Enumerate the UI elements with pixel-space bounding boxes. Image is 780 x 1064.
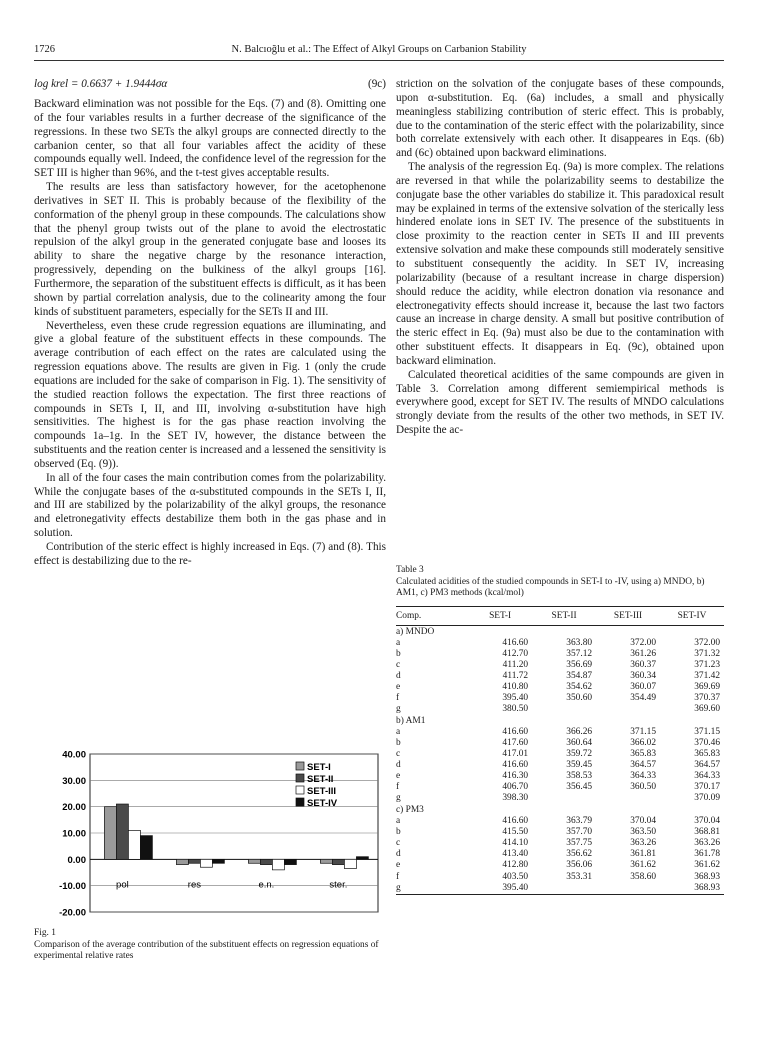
- value-cell: 363.50: [630, 827, 657, 838]
- table-3: [396, 565, 724, 895]
- paragraph: striction on the solvation of the conjugate bases of these compounds, upon α-substitution. Eq. (6a) includes, a small and physically meaningless stabilizing contribution of steric effect. This is probably, due to the contamination of the steric effect with the polarizability, since both correlate extensively with each other. It disappeares in Eqs. (6b) and (6c) obtained upon backward eliminations.: [396, 78, 724, 160]
- value-cell: 370.04: [694, 816, 720, 827]
- value-cell: 360.64: [566, 737, 593, 748]
- value-cell: 364.57: [630, 760, 657, 771]
- bar-set-ii-pol: [116, 804, 128, 859]
- y-tick-label: 0.00: [67, 854, 86, 866]
- column-header: Comp.: [396, 610, 422, 621]
- table-row: [396, 727, 724, 738]
- value-cell: 369.69: [694, 681, 720, 692]
- value-cell: 417.01: [502, 749, 529, 760]
- paragraph: The analysis of the regression Eq. (9a) is more complex. The relations are reversed in that while the polarizability seems to destabilize the conjugate base the other variables do stabilize it. This paradoxical result may be explained in terms of the extensive solvation of the sterically less hindered enolate ions in SET IV. The presence of the substituents in close proximity to the reaction center in SETs II and III prevents extensive solvation and make these compounds still moderately sensitive to substituent consequently the acidity. In SET IV, increasing polarizability (because of a resultant increase in charge dispersion) should reduce the acidity, while electron donation via resonance and electronegativity effects should increase it, because the last two factors cause an increase in charge density. A small but positive contribution of the steric effect in Eq. (9a) must also be due to the contamination with other substituent effects. It disappears in Eq. (9c), obtained upon backward elimination.: [396, 161, 724, 367]
- table-row: [396, 860, 724, 871]
- value-cell: [532, 704, 596, 715]
- paragraph: Nevertheless, even these crude regression equations are illuminating, and give a global feature of the substituent effects in these compounds. The average contribution of each effect on the rates are calculated using the regression equations above. The results are given in Fig. 1 (only the crude equations are included for the sake of comparison in Fig. 1). The sensitivity of the studied reaction follows the expectation. The first three reactions of compounds in SETs I, II, and III, involving α-substitution have high sensitivities. The highest is for the gas phase reaction involving the compounds 1a–1g. In the SET IV, however, the distance between the substituents and the reation center is increased and a lessened the sensitivity is observed (Eq. (9)).: [34, 319, 386, 470]
- value-cell: 365.83: [630, 749, 657, 760]
- value-cell: 413.40: [502, 849, 529, 860]
- legend-label: SET-II: [307, 774, 334, 785]
- compound-cell: a: [396, 816, 401, 827]
- value-cell: 368.93: [694, 871, 720, 882]
- compound-cell: e: [396, 771, 401, 782]
- compound-cell: g: [396, 793, 401, 804]
- value-cell: 357.70: [566, 827, 593, 838]
- value-cell: 358.53: [566, 771, 593, 782]
- compound-cell: g: [396, 703, 401, 714]
- legend-swatch: [296, 798, 304, 806]
- value-cell: 370.04: [630, 816, 657, 827]
- y-tick-label: 30.00: [62, 775, 86, 787]
- figure-caption: [34, 928, 386, 963]
- table-label: Table 3: [396, 565, 424, 575]
- value-cell: 359.45: [566, 760, 593, 771]
- y-tick-label: -20.00: [59, 907, 86, 919]
- bar-set-ii-ster: [332, 859, 344, 864]
- y-tick-label: 10.00: [62, 828, 86, 840]
- value-cell: [596, 793, 660, 804]
- table-section-row: [396, 804, 724, 816]
- value-cell: 416.30: [502, 771, 529, 782]
- bar-set-iii-res: [200, 859, 212, 867]
- section-label: b) AM1: [396, 715, 426, 726]
- table-row: [396, 760, 724, 771]
- compound-cell: a: [396, 637, 401, 648]
- y-tick-label: 20.00: [62, 802, 86, 814]
- bar-set-i-res: [176, 859, 188, 864]
- bar-set-iv-en: [284, 859, 296, 864]
- y-tick-label: 40.00: [62, 749, 86, 761]
- value-cell: 370.17: [694, 782, 720, 793]
- value-cell: 416.60: [502, 816, 529, 827]
- value-cell: 416.60: [502, 760, 529, 771]
- compound-cell: b: [396, 827, 401, 838]
- value-cell: 356.06: [566, 860, 593, 871]
- compound-cell: f: [396, 782, 400, 793]
- bar-set-iii-ster: [344, 859, 356, 868]
- compound-cell: d: [396, 760, 401, 771]
- value-cell: 361.78: [694, 849, 720, 860]
- value-cell: 361.62: [630, 860, 657, 871]
- value-cell: 370.09: [694, 793, 720, 804]
- value-cell: 354.49: [630, 692, 657, 703]
- value-cell: 417.60: [502, 737, 529, 748]
- table-row: [396, 682, 724, 693]
- table-section-row: [396, 715, 724, 727]
- value-cell: 357.12: [566, 648, 593, 659]
- bar-set-ii-res: [188, 859, 200, 863]
- bar-set-iv-res: [212, 859, 224, 863]
- value-cell: 371.42: [694, 670, 720, 681]
- value-cell: 363.80: [566, 637, 593, 648]
- value-cell: 371.15: [694, 726, 720, 737]
- paragraph: The results are less than satisfactory however, for the acetophenone derivatives in SET II. This is probably because of the flexibility of the conformation of the phenyl group in these compounds. The calculations show that the phenyl group twists out of the plane to avoid the electrostatic repulsion of the alkyl group in the generated conjugate base and looses its ability to share the negative charge by the resonance interaction, progressively, depending on the bulkiness of the alkyl groups [16]. Furthermore, the separation of the substituent effects is difficult, as it has been shown by partial correlation analysis, due to the colinearity among the four kinds of substituent parameters, especially for the SETs II and III.: [34, 181, 386, 318]
- value-cell: 361.26: [630, 648, 657, 659]
- bar-set-i-ster: [320, 859, 332, 863]
- table-row: [396, 793, 724, 804]
- compound-cell: a: [396, 726, 401, 737]
- figure-1: [34, 742, 386, 963]
- section-label: c) PM3: [396, 805, 424, 816]
- legend-label: SET-IV: [307, 798, 338, 809]
- table-row: [396, 693, 724, 704]
- value-cell: 412.80: [502, 860, 529, 871]
- table-row: [396, 749, 724, 760]
- value-cell: 354.62: [566, 681, 593, 692]
- table-caption-text: Calculated acidities of the studied compounds in SET-I to -IV, using a) MNDO, b) AM1, c) PM3 methods (kcal/mol): [396, 576, 705, 598]
- table-row: [396, 660, 724, 671]
- value-cell: 395.40: [502, 882, 529, 893]
- value-cell: 364.33: [694, 771, 720, 782]
- compound-cell: g: [396, 882, 401, 893]
- value-cell: 350.60: [566, 692, 593, 703]
- compound-cell: e: [396, 860, 401, 871]
- value-cell: 371.23: [694, 659, 720, 670]
- bar-set-iv-pol: [140, 836, 152, 860]
- column-header: SET-II: [551, 610, 577, 621]
- table-row: [396, 872, 724, 883]
- value-cell: 366.02: [630, 737, 657, 748]
- compound-cell: c: [396, 838, 401, 849]
- value-cell: 416.60: [502, 726, 529, 737]
- value-cell: 370.46: [694, 737, 720, 748]
- compound-cell: b: [396, 737, 401, 748]
- left-column: [34, 78, 386, 569]
- table-header-row: [396, 606, 724, 625]
- table-section-row: [396, 625, 724, 638]
- value-cell: [596, 883, 660, 895]
- value-cell: 411.20: [502, 659, 529, 670]
- value-cell: 372.00: [694, 637, 720, 648]
- value-cell: 357.75: [566, 838, 593, 849]
- value-cell: [532, 883, 596, 895]
- compound-cell: d: [396, 849, 401, 860]
- paragraph: Calculated theoretical acidities of the same compounds are given in Table 3. Correlation among different semiempirical methods is everywhere good, except for SET IV. The results of MNDO calculations strongly deviate from the results of the other two methods, in SET IV. Despite the ac-: [396, 368, 724, 437]
- value-cell: 368.81: [694, 827, 720, 838]
- value-cell: 360.34: [630, 670, 657, 681]
- paragraph: In all of the four cases the main contribution comes from the polarizability. While the conjugate bases of the α-substituted compounds in the SETs I, II, and III are stabilized by the polarizability of the alkyl groups, the resonance and eletronegativity effects destabilize them both in the gas phase and in solution.: [34, 471, 386, 540]
- value-cell: 363.26: [694, 838, 720, 849]
- right-column: [396, 78, 724, 438]
- value-cell: 353.31: [566, 871, 593, 882]
- category-label: res: [187, 879, 202, 891]
- value-cell: 360.37: [630, 659, 657, 670]
- bar-set-ii-en: [260, 859, 272, 864]
- section-label: a) MNDO: [396, 626, 435, 637]
- value-cell: 380.50: [502, 703, 529, 714]
- compound-cell: c: [396, 659, 401, 670]
- table-row: [396, 782, 724, 793]
- acidity-table: [396, 606, 724, 895]
- compound-cell: f: [396, 692, 400, 703]
- table-row: [396, 883, 724, 895]
- value-cell: 354.87: [566, 670, 593, 681]
- bar-set-i-en: [248, 859, 260, 863]
- legend-swatch: [296, 762, 304, 770]
- value-cell: 371.32: [694, 648, 720, 659]
- table-row: [396, 738, 724, 749]
- table-row: [396, 638, 724, 649]
- legend-swatch: [296, 786, 304, 794]
- equation-9c: [34, 78, 386, 94]
- value-cell: 371.15: [630, 726, 657, 737]
- category-label: ster.: [329, 879, 348, 891]
- y-tick-label: -10.00: [59, 881, 86, 893]
- category-label: e.n.: [258, 879, 275, 891]
- legend-label: SET-III: [307, 786, 337, 797]
- value-cell: 366.26: [566, 726, 593, 737]
- table-row: [396, 816, 724, 827]
- value-cell: 370.37: [694, 692, 720, 703]
- bar-set-i-pol: [104, 807, 116, 860]
- table-row: [396, 649, 724, 660]
- bar-set-iii-en: [272, 859, 284, 870]
- value-cell: 415.50: [502, 827, 529, 838]
- compound-cell: e: [396, 681, 401, 692]
- value-cell: 416.60: [502, 637, 529, 648]
- running-title: N. Balcıoğlu et al.: The Effect of Alkyl Groups on Carbanion Stability: [231, 44, 527, 55]
- table-row: [396, 849, 724, 860]
- category-label: pol: [116, 879, 129, 891]
- table-row: [396, 704, 724, 715]
- compound-cell: f: [396, 871, 400, 882]
- value-cell: 365.83: [694, 749, 720, 760]
- table-row: [396, 771, 724, 782]
- value-cell: 363.79: [566, 816, 593, 827]
- value-cell: 364.57: [694, 760, 720, 771]
- value-cell: 361.81: [630, 849, 657, 860]
- equation-number: (9c): [367, 78, 386, 90]
- bar-set-iv-ster: [356, 857, 368, 860]
- value-cell: 363.26: [630, 838, 657, 849]
- figure-label: Fig. 1: [34, 928, 56, 938]
- value-cell: 406.70: [502, 782, 529, 793]
- legend-label: SET-I: [307, 762, 331, 773]
- paragraph: Backward elimination was not possible for the Eqs. (7) and (8). Omitting one of the four variables results in a further decrease of the significance of the regressions. In these two SETs the alkyl groups are connected directly to the carbanion center, so that all four variables affect the acidity of these compounds equally well. Indeed, the confidence level of the regression for the SET III is higher than 96%, and the t-test gives acceptable results.: [34, 98, 386, 180]
- legend-swatch: [296, 774, 304, 782]
- value-cell: 364.33: [630, 771, 657, 782]
- value-cell: 414.10: [502, 838, 529, 849]
- bar-chart: [34, 742, 386, 924]
- equation-text: log krel = 0.6637 + 1.9444σα: [34, 78, 168, 90]
- column-header: SET-IV: [677, 610, 707, 621]
- value-cell: 411.72: [502, 670, 529, 681]
- value-cell: 403.50: [502, 871, 529, 882]
- compound-cell: b: [396, 648, 401, 659]
- value-cell: 412.70: [502, 648, 529, 659]
- table-row: [396, 671, 724, 682]
- value-cell: 398.30: [502, 793, 529, 804]
- page-number: 1726: [34, 44, 55, 55]
- value-cell: 410.80: [502, 681, 529, 692]
- compound-cell: d: [396, 670, 401, 681]
- value-cell: 369.60: [694, 703, 720, 714]
- value-cell: 360.50: [630, 782, 657, 793]
- value-cell: 358.60: [630, 871, 657, 882]
- value-cell: 356.62: [566, 849, 593, 860]
- value-cell: 361.62: [694, 860, 720, 871]
- table-row: [396, 827, 724, 838]
- column-header: SET-I: [489, 610, 512, 621]
- value-cell: 368.93: [694, 882, 720, 893]
- running-header: [34, 44, 724, 61]
- value-cell: 360.07: [630, 681, 657, 692]
- compound-cell: c: [396, 749, 401, 760]
- bar-set-iii-pol: [128, 830, 140, 859]
- value-cell: [596, 704, 660, 715]
- column-header: SET-III: [613, 610, 643, 621]
- value-cell: 359.72: [566, 749, 593, 760]
- figure-caption-text: Comparison of the average contribution of the substituent effects on regression equations of experimental relative rates: [34, 939, 379, 961]
- table-row: [396, 838, 724, 849]
- value-cell: 356.45: [566, 782, 593, 793]
- value-cell: 372.00: [630, 637, 657, 648]
- paragraph: Contribution of the steric effect is highly increased in Eqs. (7) and (8). This effect is destabilizing due to the re-: [34, 541, 386, 567]
- value-cell: [532, 793, 596, 804]
- value-cell: 356.69: [566, 659, 593, 670]
- table-caption: [396, 565, 724, 600]
- value-cell: 395.40: [502, 692, 529, 703]
